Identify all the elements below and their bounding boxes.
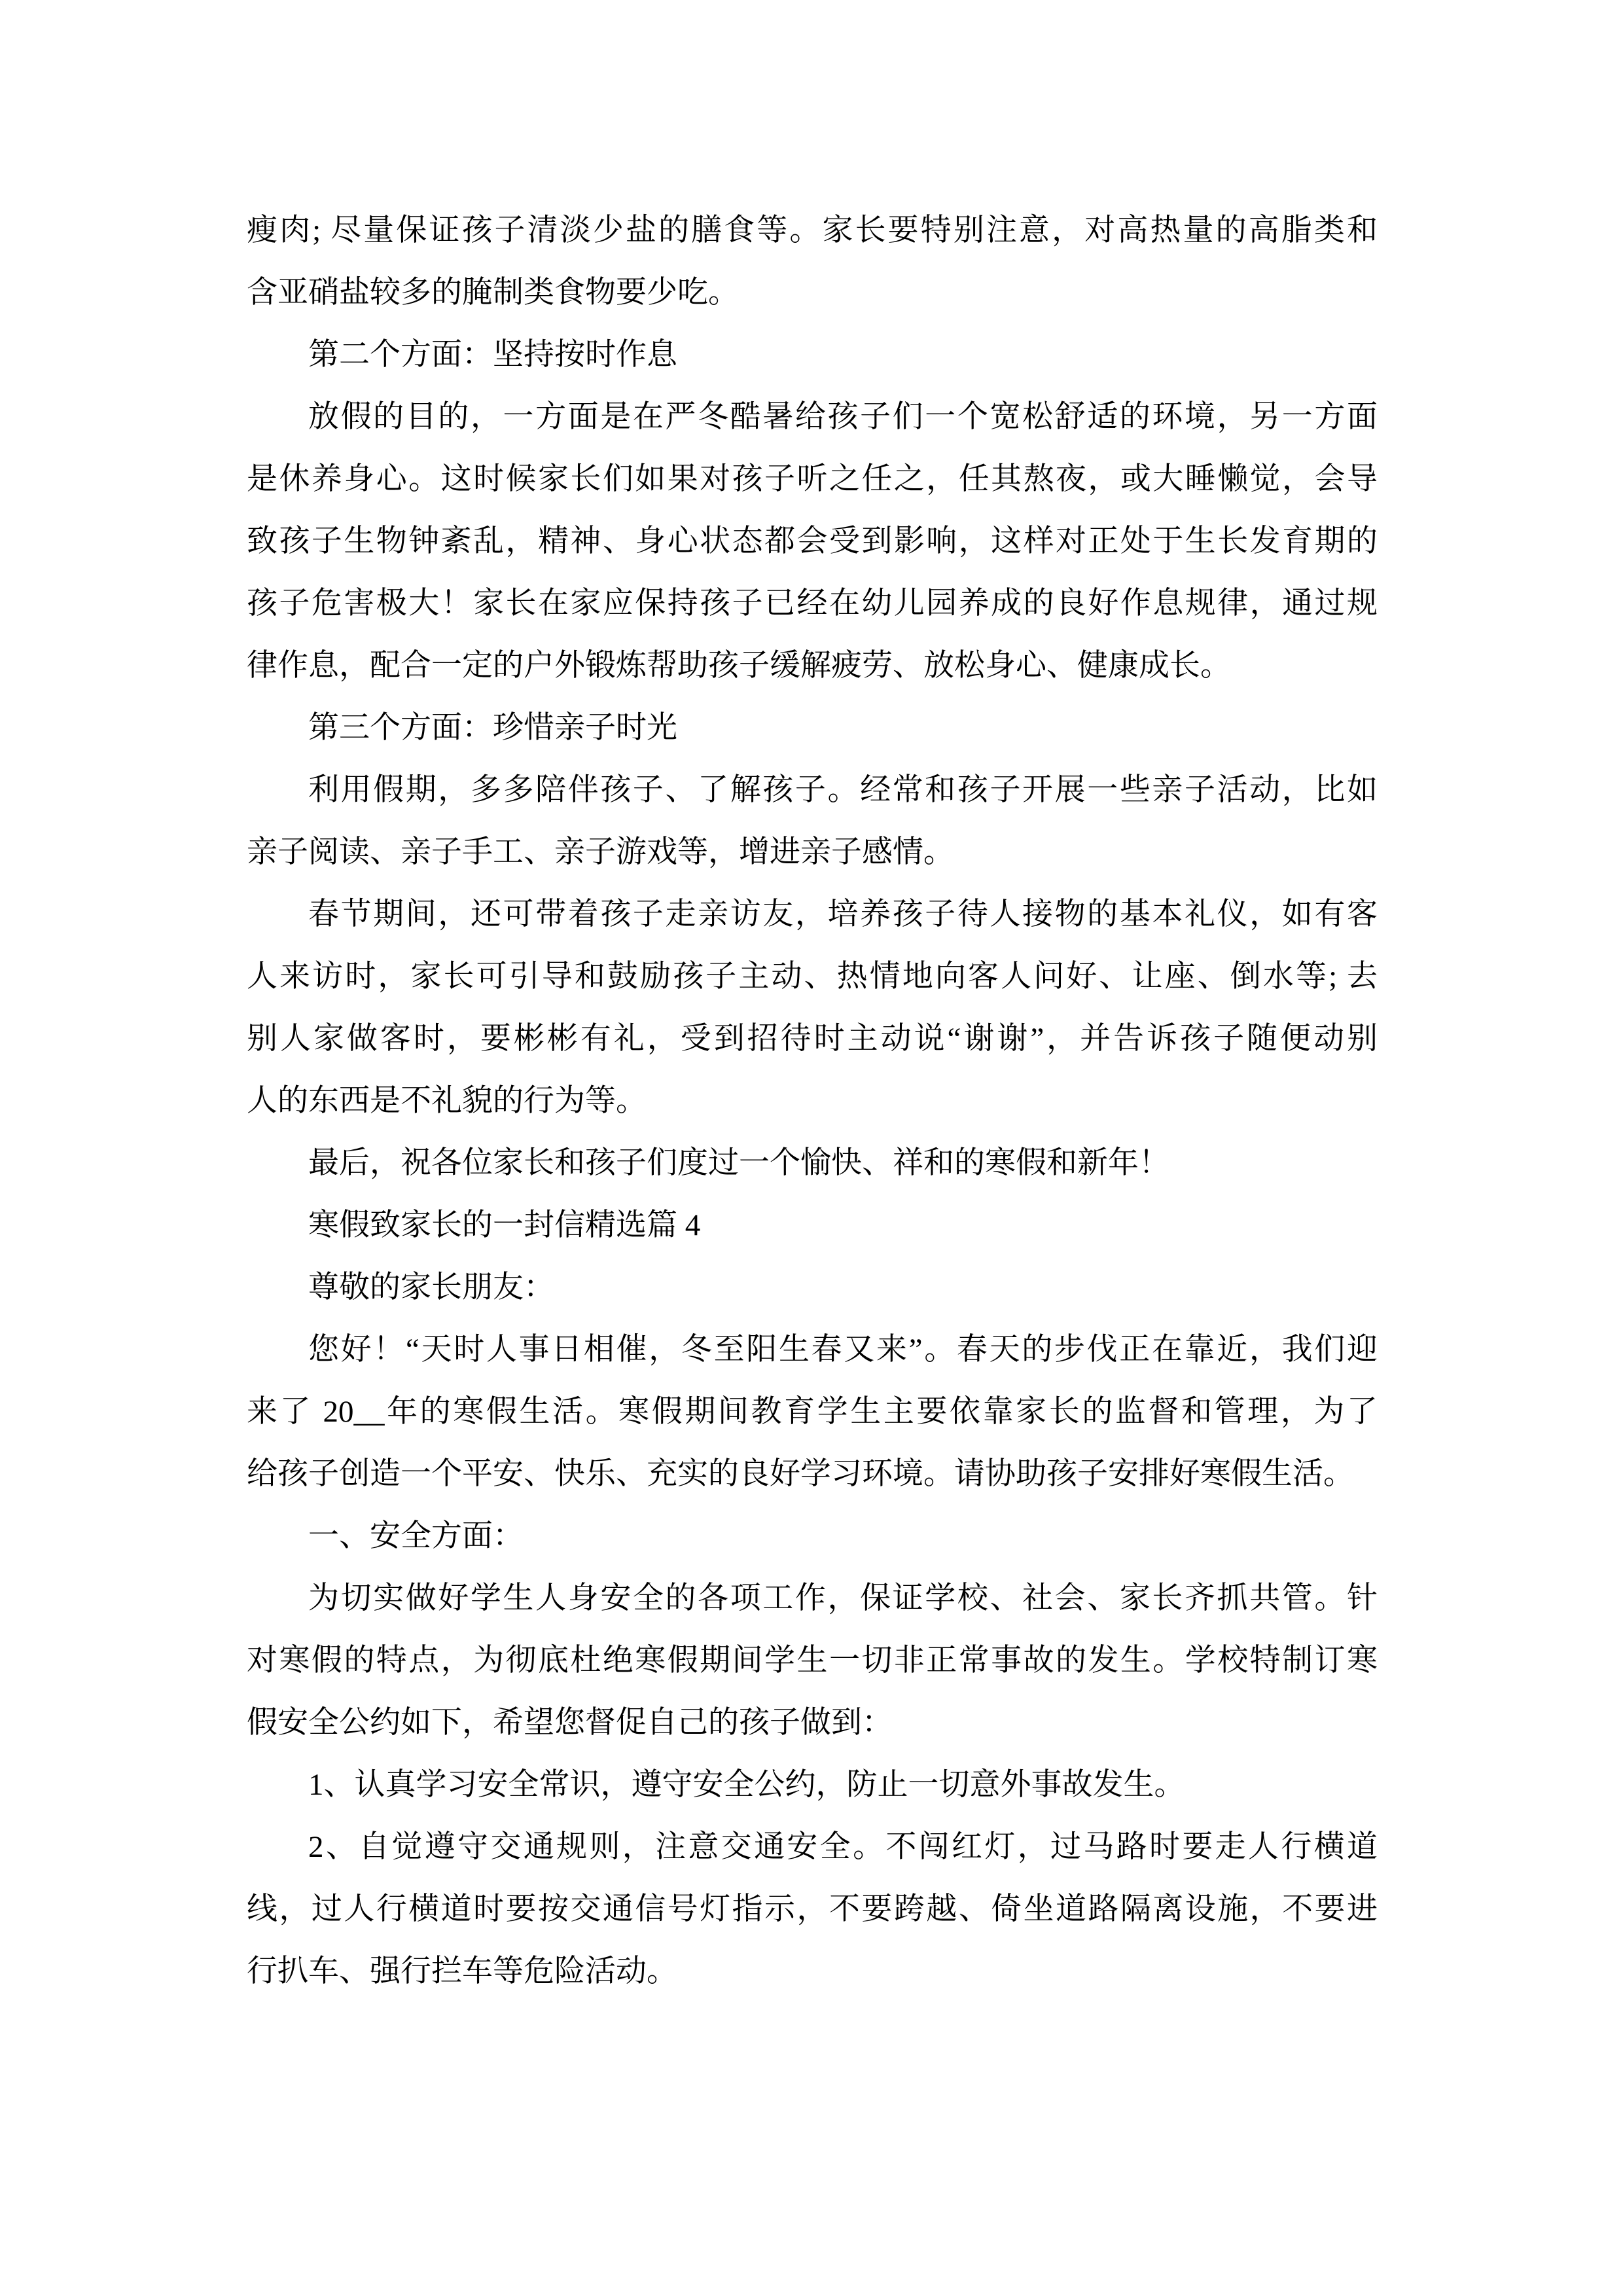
text-line: 致孩子生物钟紊乱，精神、身心状态都会受到影响，这样对正处于生长发育期的 [247,524,1378,558]
text-line: 律作息，配合一定的户外锻炼帮助孩子缓解疲劳、放松身心、健康成长。 [247,649,1231,683]
text-line: 假安全公约如下，希望您督促自己的孩子做到： [247,1706,893,1740]
text-line: 第二个方面：坚持按时作息 [308,338,677,372]
text-line: 孩子危害极大！家长在家应保持孩子已经在幼儿园养成的良好作息规律，通过规 [247,586,1378,620]
text-line: 是休养身心。这时候家长们如果对孩子听之任之，任其熬夜，或大睡懒觉，会导 [247,462,1378,496]
text-line: 人来访时，家长可引导和鼓励孩子主动、热情地向客人问好、让座、倒水等; 去 [247,960,1378,994]
text-line: 含亚硝盐较多的腌制类食物要少吃。 [247,276,739,310]
text-line: 一、安全方面： [308,1519,524,1553]
text-line: 亲子阅读、亲子手工、亲子游戏等，增进亲子感情。 [247,835,954,869]
text-line: 行扒车、强行拦车等危险活动。 [247,1954,677,1988]
text-line: 别人家做客时，要彬彬有礼，受到招待时主动说“谢谢”，并告诉孩子随便动别 [247,1022,1378,1056]
text-line: 线，过人行横道时要按交通信号灯指示，不要跨越、倚坐道路隔离设施，不要进 [247,1892,1378,1926]
text-line: 您好！“天时人事日相催，冬至阳生春又来”。春天的步伐正在靠近，我们迎 [308,1333,1378,1367]
text-line: 尊敬的家长朋友： [308,1270,554,1304]
text-line: 寒假致家长的一封信精选篇 4 [308,1208,701,1242]
document-lines [247,200,1378,2003]
text-line: 人的东西是不礼貌的行为等。 [247,1084,647,1118]
text-line: 春节期间，还可带着孩子走亲访友，培养孩子待人接物的基本礼仪，如有客 [308,897,1378,931]
text-line: 1、认真学习安全常识，遵守安全公约，防止一切意外事故发生。 [308,1768,1185,1802]
text-line: 放假的目的，一方面是在严冬酷暑给孩子们一个宽松舒适的环境，另一方面 [308,400,1378,434]
text-line: 最后，祝各位家长和孩子们度过一个愉快、祥和的寒假和新年！ [308,1146,1169,1180]
text-line: 对寒假的特点，为彻底杜绝寒假期间学生一切非正常事故的发生。学校特制订寒 [247,1643,1378,1677]
text-line: 给孩子创造一个平安、快乐、充实的良好学习环境。请协助孩子安排好寒假生活。 [247,1457,1354,1491]
text-line: 瘦肉; 尽量保证孩子清淡少盐的膳食等。家长要特别注意，对高热量的高脂类和 [247,213,1378,247]
text-line: 利用假期，多多陪伴孩子、了解孩子。经常和孩子开展一些亲子活动，比如 [308,773,1378,807]
text-line: 2、自觉遵守交通规则，注意交通安全。不闯红灯，过马路时要走人行横道 [308,1830,1378,1864]
text-line: 为切实做好学生人身安全的各项工作，保证学校、社会、家长齐抓共管。针 [308,1581,1378,1615]
text-line: 第三个方面：珍惜亲子时光 [308,711,677,745]
text-line: 来了 20__年的寒假生活。寒假期间教育学生主要依靠家长的监督和管理，为了 [247,1395,1378,1429]
